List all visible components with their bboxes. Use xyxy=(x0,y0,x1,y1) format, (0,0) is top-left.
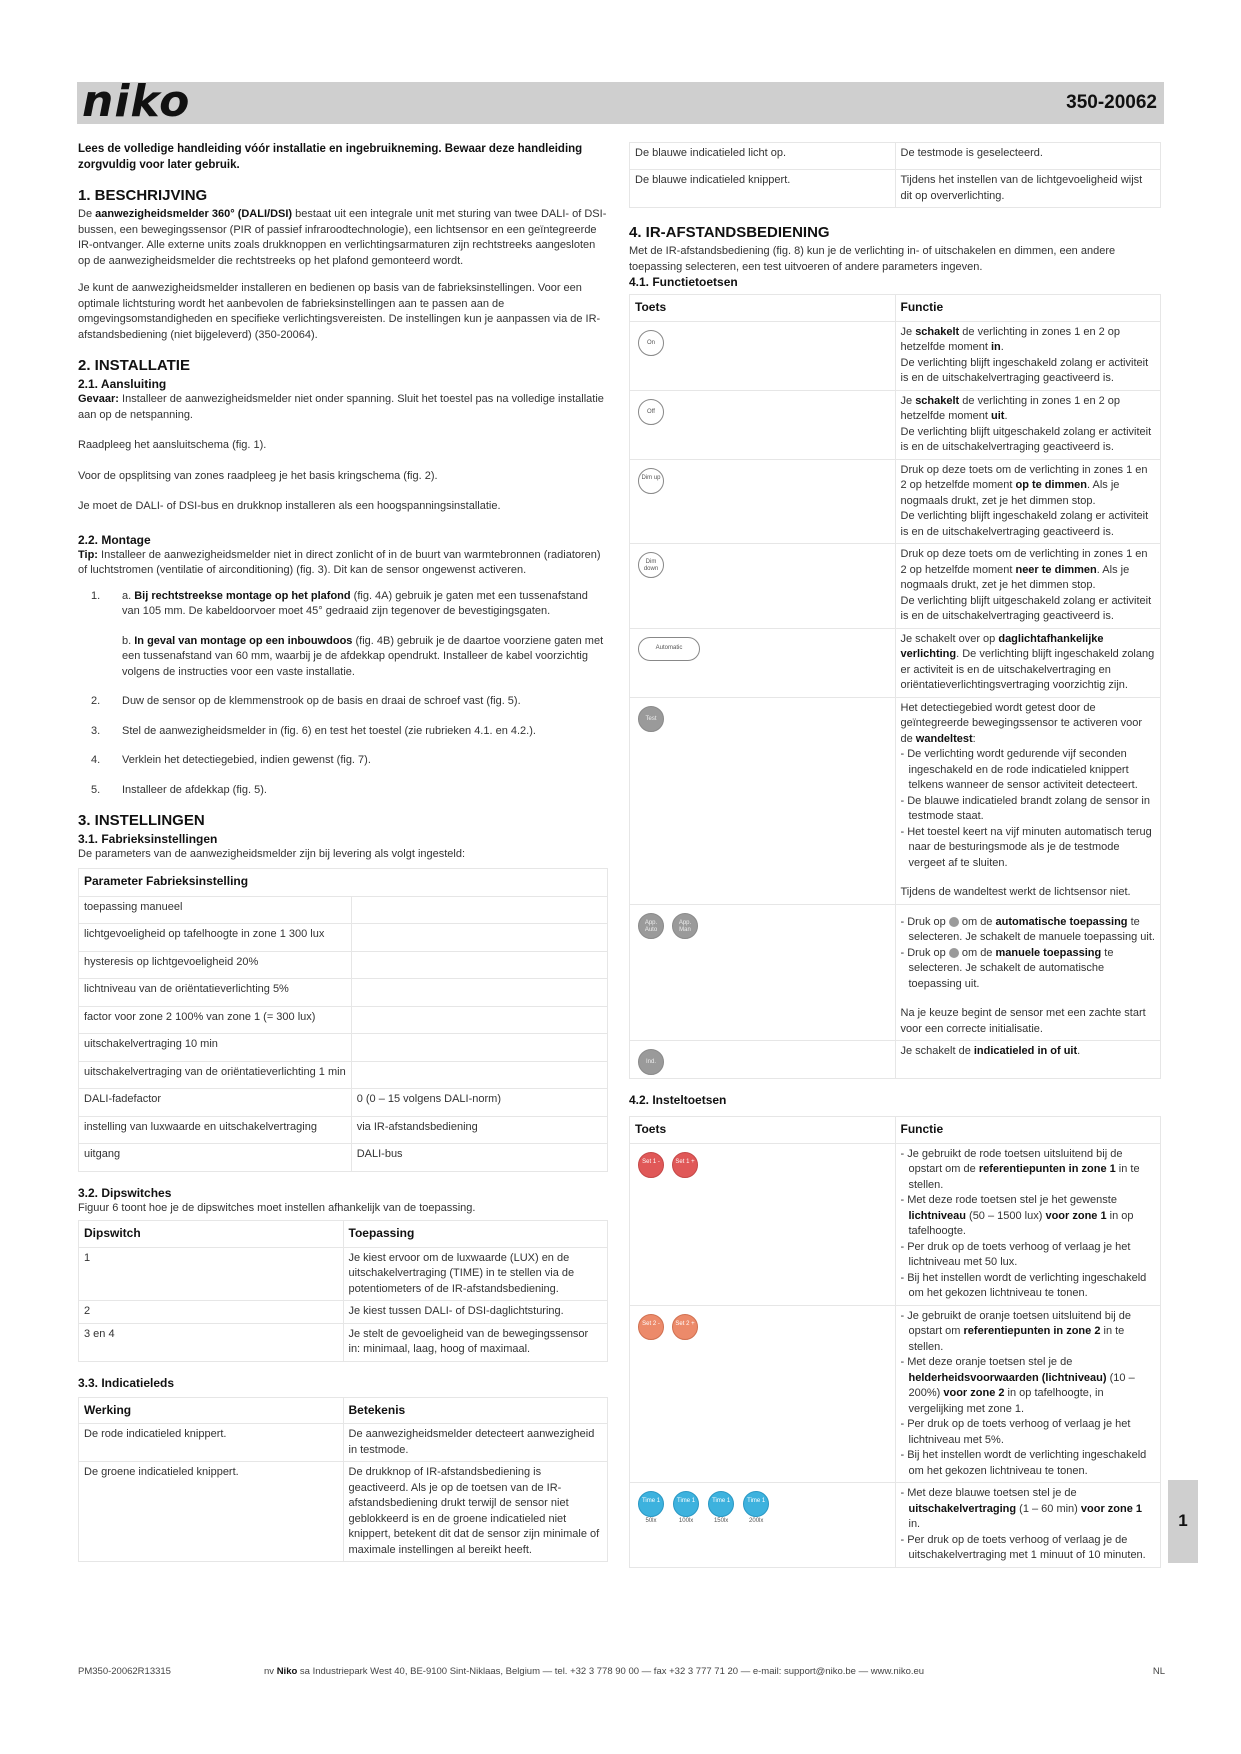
param-name: toepassing manueel xyxy=(79,896,352,924)
time-1-50lx-button-icon: Time 1 xyxy=(638,1491,664,1517)
function-keys-table xyxy=(629,294,1161,1079)
section-4-title: 4. IR-AFSTANDSBEDIENING xyxy=(629,224,830,241)
ind-button-icon: Ind. xyxy=(638,1049,664,1075)
table-row: Automatic Je schakelt over op daglichtafhankelijke verlichting. De verlichting blijft ingeschakeld zolang er activiteit is en de uitschakelvertraging en oriëntatieverlichtingsvertraging voorzichtig zijn. xyxy=(630,628,1161,697)
header-bar xyxy=(77,76,1164,127)
step-1: 1. a. Bij rechtstreekse montage op het plafond (fig. 4A) gebruik je gaten met een tussenafstand van 105 mm. De kabeldoorvoer moet 45° gedraaid zijn tegenover de bevestigingsgaten. b. In geval van montage op een inbouwdoos (fig. 4B) gebruik je de daartoe voorziene gaten met een tussenafstand van 60 mm, waarbij je de afdekkap opendrukt. Installeer de kabel voorzichtig volgens de instructies voor een vaste installatie. xyxy=(91,589,604,678)
param-value xyxy=(351,1006,607,1034)
table-row xyxy=(79,1034,608,1062)
schema-text: Raadpleeg het aansluitschema (fig. 1). xyxy=(78,439,267,451)
param-value xyxy=(351,951,607,979)
set1-plus-button-icon: Set 1 + xyxy=(672,1152,698,1178)
s1-paragraph-1: De aanwezigheidsmelder 360° (DALI/DSI) bestaat uit een integrale unit met sturing van twee DALI- of DSI-bussen, een bewegingssensor (PIR of passief infraroodtechnologie), een lichtsensor en een geïntegreerde IR-ontvanger. Alle externe units zoals drukknoppen en verlichtingsarmaturen zijn rechtstreeks aangesloten op de aanwezigheidsmelder die rechtstreeks op het plafond gemonteerd wordt. xyxy=(78,208,607,267)
table-row: App. AutoApp. Man - Druk op om de automatische toepassing te selecteren. Je schakelt de manuele toepassing uit. - Druk op om de manuele toepassing te selecteren. Je schakelt de automatische toepassing uit. Na je keuze begint de sensor met een zachte start voor een correcte initialisatie. xyxy=(630,904,1161,1041)
step-3: 3. Stel de aanwezigheidsmelder in (fig. 6) en test het toestel (zie rubrieken 4.1. en 4.2.). xyxy=(91,724,536,737)
dim-down-button-icon: Dim down xyxy=(638,552,664,578)
left-column xyxy=(78,142,608,1562)
param-value xyxy=(351,1061,607,1089)
param-value xyxy=(351,896,607,924)
table-row: Test Het detectiegebied wordt getest door de geïntegreerde bewegingssensor te activeren voor de wandeltest: - De verlichting wordt gedurende vijf seconden ingeschakeld en de rode indicatieled knippert telkens wanneer de sensor activiteit detecteert. - De blauwe indicatieled brandt zolang de sensor in testmode staat. - Het toestel keert na vijf minuten automatisch terug naar de besturingsmode als je de testmode vergeet af te sluiten. Tijdens de wandeltest werkt de lichtsensor niet. xyxy=(630,697,1161,904)
section-3-title: 3. INSTELLINGEN xyxy=(78,812,205,829)
right-column xyxy=(629,142,1161,1568)
section-1-title: 1. BESCHRIJVING xyxy=(78,187,208,204)
fk-header-functie: Functie xyxy=(895,295,1161,322)
s4-sub-insteltoetsen: 4.2. Insteltoetsen xyxy=(629,1093,727,1107)
table-row: Ind. Je schakelt de indicatieled in of uit. xyxy=(630,1041,1161,1079)
app-auto-button-icon: App. Auto xyxy=(638,913,664,939)
s2-sub-montage: 2.2. Montage xyxy=(78,532,151,547)
page-number-tab xyxy=(1168,1480,1198,1563)
sk-header-toets: Toets xyxy=(630,1117,896,1144)
tip-text: Tip: Installeer de aanwezigheidsmelder niet in direct zonlicht of in de buurt van warmtebronnen (radiatoren) of luchtstromen (ventilatie of airconditioning) (fig. 3). Dit kan de sensor ongewenst activeren. xyxy=(78,548,601,576)
footer-language: NL xyxy=(1152,1666,1165,1677)
param-name: lichtniveau van de oriëntatieverlichting 5% xyxy=(79,979,352,1007)
table-row xyxy=(79,1116,608,1144)
param-name: factor voor zone 2 100% van zone 1 (= 300 lux) xyxy=(79,1006,352,1034)
param-value: via IR-afstandsbediening xyxy=(351,1116,607,1144)
set2-minus-button-icon: Set 2 - xyxy=(638,1314,664,1340)
time-1-100lx-button-icon: Time 1 xyxy=(673,1491,699,1517)
table-row: Set 1 - Set 1 + - Je gebruikt de rode toetsen uitsluitend bij de opstart om de referentiepunten in zone 1 in te stellen. - Met deze rode toetsen stel je het gewenste lichtniveau (50 – 1500 lux) voor zone 1 in op tafelhoogte. - Per druk op de toets verhoog of verlaag je het lichtniveau met 50 lux. - Bij het instellen wordt de verlichting ingeschakeld om het gekozen lichtniveau te tonen. xyxy=(630,1143,1161,1305)
s3-sub-fabriek: 3.1. Fabrieksinstellingen xyxy=(78,832,218,846)
param-value xyxy=(351,979,607,1007)
table-row: Dim down Druk op deze toets om de verlichting in zones 1 en 2 op hetzelfde moment neer te dimmen. Als je nogmaals drukt, zet je het dimmen stop. De verlichting blijft uitgeschakeld zolang er activiteit is en de uitschakelvertraging geactiveerd is. xyxy=(630,544,1161,629)
table-row xyxy=(79,1006,608,1034)
app-auto-mini-icon xyxy=(949,917,959,927)
table-row xyxy=(79,896,608,924)
s3-sub-dipswitches: 3.2. Dipswitches xyxy=(78,1185,172,1200)
zones-text: Voor de opsplitsing van zones raadpleeg je het basis kringschema (fig. 2). xyxy=(78,469,438,482)
param-name: uitschakelvertraging van de oriëntatieverlichting 1 min xyxy=(79,1061,352,1089)
indicator-leds-table-1 xyxy=(78,1397,608,1563)
table-row xyxy=(79,924,608,952)
table-row: Set 2 - Set 2 + - Je gebruikt de oranje toetsen uitsluitend bij de opstart om referentiepunten in zone 2 in te stellen. - Met deze oranje toetsen stel je de helderheidsvoorwaarden (lichtniveau) (10 – 200%) voor zone 2 in op tafelhoogte, in vergelijking met zone 1. - Per druk op de toets verhoog of verlaag je het lichtniveau met 5%. - Bij het instellen wordt de verlichting ingeschakeld om het gekozen lichtniveau te tonen. xyxy=(630,1305,1161,1483)
s1-paragraph-2: Je kunt de aanwezigheidsmelder installeren en bedienen op basis van de fabrieksinstellingen. Voor een optimale lichtsturing wordt het aanbevolen de fabrieksinstellingen aan te passen aan de omgevingsomstandigheden en specifieke verlichtingsvereisten. De instellingen kun je aanpassen via de IR-afstandsbediening (niet bijgeleverd) (350-20064). xyxy=(78,282,601,341)
table-row: De groene indicatieled knippert. De drukknop of IR-afstandsbediening is geactiveerd. Als je op de toetsen van de IR-afstandsbediening drukt terwijl de sensor niet geblokkeerd is en de groene indicatieled niet knippert, betekent dit dat de sensor zijn minimale of maximale instellingen al bereikt heeft. xyxy=(79,1462,608,1562)
step-4: 4. Verklein het detectiegebied, indien gewenst (fig. 7). xyxy=(91,754,371,766)
app-man-mini-icon xyxy=(949,948,959,958)
dipswitch-text: Figuur 6 toont hoe je de dipswitches moet instellen afhankelijk van de toepassing. xyxy=(78,1201,476,1214)
table-row: Time 1 50lx Time 1 100lx Time 1 150lx Time 1 200lx - Met deze blauwe toetsen stel je de uitschakelvertraging (1 – 60 min) voor zone 1 in. - Per druk op de toets verhoog of verlaag je de uitschakelvertraging met 1 minuut of 10 minuten. xyxy=(630,1483,1161,1568)
table-row: 2 Je kiest tussen DALI- of DSI-daglichtsturing. xyxy=(79,1301,608,1324)
s4-sub-functietoetsen: 4.1. Functietoetsen xyxy=(629,275,738,289)
fabriek-text: De parameters van de aanwezigheidsmelder zijn bij levering als volgt ingesteld: xyxy=(78,848,466,860)
fk-header-toets: Toets xyxy=(630,295,896,322)
dipswitch-table xyxy=(78,1220,608,1362)
test-button-icon: Test xyxy=(638,706,664,732)
dip-header-toepassing: Toepassing xyxy=(343,1221,608,1248)
param-value: 0 (0 – 15 volgens DALI-norm) xyxy=(351,1089,607,1117)
intro-text: Lees de volledige handleiding vóór installatie en ingebruikneming. Bewaar deze handleiding zorgvuldig voor later gebruik. xyxy=(78,143,583,171)
table-row: Off Je schakelt de verlichting in zones 1 en 2 op hetzelfde moment uit. De verlichting blijft uitgeschakeld zolang er activiteit is en de uitschakelvertraging geactiveerd is. xyxy=(630,390,1161,459)
s4-text: Met de IR-afstandsbediening (fig. 8) kun je de verlichting in- of uitschakelen en dimmen, een andere toepassing selecteren, een test uitvoeren of andere parameters ingeven. xyxy=(629,245,1116,273)
table-row: De blauwe indicatieled knippert. Tijdens het instellen van de lichtgevoeligheid wijst dit op oververlichting. xyxy=(630,170,1161,208)
led-header-werking: Werking xyxy=(79,1397,344,1424)
time-1-200lx-button-icon: Time 1 xyxy=(743,1491,769,1517)
table-row: De rode indicatieled knippert. De aanwezigheidsmelder detecteert aanwezigheid in testmode. xyxy=(79,1424,608,1462)
table-row xyxy=(79,1089,608,1117)
set1-minus-button-icon: Set 1 - xyxy=(638,1152,664,1178)
off-button-icon: Off xyxy=(638,399,664,425)
set2-plus-button-icon: Set 2 + xyxy=(672,1314,698,1340)
gevaar-text: Gevaar: Installeer de aanwezigheidsmelder niet onder spanning. Sluit het toestel pas na volledige installatie aan op de netspanning. xyxy=(78,393,604,421)
footer-address: nv Niko sa Industriepark West 40, BE-9100 Sint-Niklaas, Belgium — tel. +32 3 778 90 00 — fax +32 3 777 71 20 — e-mail: support@niko.be — www.niko.eu xyxy=(264,1666,925,1677)
table-row: 3 en 4 Je stelt de gevoeligheid van de bewegingssensor in: minimaal, laag, hoog of maximaal. xyxy=(79,1323,608,1361)
section-2-title: 2. INSTALLATIE xyxy=(78,357,190,374)
param-name: DALI-fadefactor xyxy=(79,1089,352,1117)
on-button-icon: On xyxy=(638,330,664,356)
param-value: DALI-bus xyxy=(351,1144,607,1172)
s2-sub-aansluiting: 2.1. Aansluiting xyxy=(78,377,167,391)
page-number: 1 xyxy=(1178,1511,1188,1530)
table-row xyxy=(79,1061,608,1089)
table-row: On Je schakelt de verlichting in zones 1 en 2 op hetzelfde moment in. De verlichting blijft ingeschakeld zolang er activiteit is en de uitschakelvertraging geactiveerd is. xyxy=(630,321,1161,390)
montage-steps xyxy=(78,589,608,799)
automatic-button-icon: Automatic xyxy=(638,637,700,661)
footer-reference: PM350-20062R13315 xyxy=(78,1666,171,1677)
table-row xyxy=(79,1144,608,1172)
table-row: Dim up Druk op deze toets om de verlichting in zones 1 en 2 op hetzelfde moment op te dimmen. Als je nogmaals drukt, zet je het dimmen stop. De verlichting blijft ingeschakeld zolang er activiteit is en de uitschakelvertraging geactiveerd is. xyxy=(630,459,1161,544)
indicator-leds-table-2 xyxy=(629,142,1161,208)
step-5: 5. Installeer de afdekkap (fig. 5). xyxy=(91,783,267,796)
param-name: instelling van luxwaarde en uitschakelvertraging xyxy=(79,1116,352,1144)
setting-keys-table xyxy=(629,1116,1161,1568)
dali-text: Je moet de DALI- of DSI-bus en drukknop installeren als een hoogspanningsinstallatie. xyxy=(78,500,501,512)
s3-sub-indicatieleds: 3.3. Indicatieleds xyxy=(78,1375,175,1390)
param-value xyxy=(351,1034,607,1062)
document-number: 350-20062 xyxy=(1066,92,1157,113)
param-name: uitschakelvertraging 10 min xyxy=(79,1034,352,1062)
sk-header-functie: Functie xyxy=(895,1117,1161,1144)
step-2: 2. Duw de sensor op de klemmenstrook op de basis en draai de schroef vast (fig. 5). xyxy=(91,695,521,707)
param-name: lichtgevoeligheid op tafelhoogte in zone 1 300 lux xyxy=(79,924,352,952)
led-header-betekenis: Betekenis xyxy=(343,1397,608,1424)
time-1-150lx-button-icon: Time 1 xyxy=(708,1491,734,1517)
table-row xyxy=(79,979,608,1007)
param-header: Parameter Fabrieksinstelling xyxy=(79,868,608,896)
dim-up-button-icon: Dim up xyxy=(638,468,664,494)
table-row: De blauwe indicatieled licht op. De testmode is geselecteerd. xyxy=(630,143,1161,170)
table-row: 1 Je kiest ervoor om de luxwaarde (LUX) en de uitschakelvertraging (TIME) in te stellen via de potentiometers of de IR-afstandsbediening. xyxy=(79,1247,608,1301)
param-name: uitgang xyxy=(79,1144,352,1172)
factory-settings-table xyxy=(78,868,608,1172)
param-value xyxy=(351,924,607,952)
table-row xyxy=(79,951,608,979)
app-man-button-icon: App. Man xyxy=(672,913,698,939)
niko-logo: niko xyxy=(82,76,191,127)
param-name: hysteresis op lichtgevoeligheid 20% xyxy=(79,951,352,979)
dip-header-dipswitch: Dipswitch xyxy=(79,1221,344,1248)
